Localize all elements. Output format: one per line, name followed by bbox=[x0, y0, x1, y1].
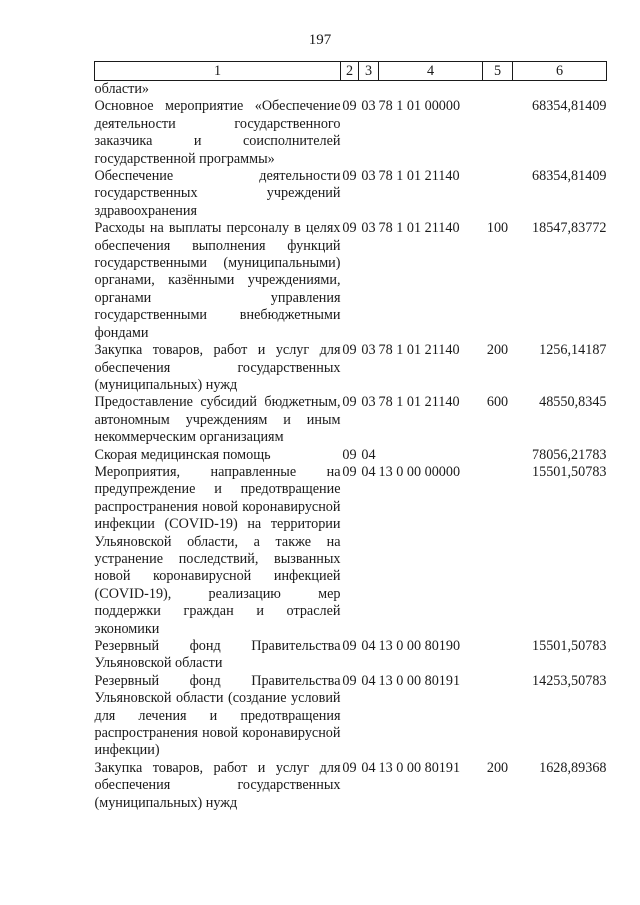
row-amount: 1628,89368 bbox=[539, 759, 607, 776]
header-col-5: 5 bbox=[483, 62, 513, 81]
row-expense-type bbox=[483, 98, 513, 168]
row-name: области» bbox=[94, 81, 150, 97]
table-row bbox=[95, 638, 607, 673]
row-target-code bbox=[379, 81, 483, 99]
row-expense-type bbox=[483, 673, 513, 760]
row-target-code: 78 1 01 21140 bbox=[378, 342, 460, 359]
row-name: Резервный фонд Правительства Ульяновской области bbox=[94, 638, 341, 672]
table-row bbox=[95, 673, 607, 760]
page-number: 197 bbox=[308, 32, 332, 48]
table-row bbox=[95, 342, 607, 394]
row-section: 09 bbox=[342, 672, 357, 689]
row-subsection: 03 bbox=[361, 98, 376, 115]
row-amount: 1256,14187 bbox=[539, 342, 607, 359]
row-section: 09 bbox=[342, 463, 357, 480]
table-row bbox=[95, 220, 607, 342]
table-row bbox=[95, 394, 607, 446]
row-target-code: 13 0 00 80191 bbox=[378, 672, 461, 689]
row-name: Скорая медицинская помощь bbox=[94, 446, 271, 463]
row-amount: 68354,81409 bbox=[532, 98, 607, 115]
row-subsection: 03 bbox=[361, 342, 376, 359]
row-section bbox=[341, 81, 359, 99]
row-target-code: 13 0 00 00000 bbox=[378, 463, 461, 480]
row-name: Обеспечение деятельности государственных учреждений здравоохранения bbox=[94, 168, 341, 219]
row-name: Закупка товаров, работ и услуг для обеспечения государственных (муниципальных) нужд bbox=[94, 342, 341, 393]
row-name: Мероприятия, направленные на предупреждение и предотвращение распространения новой коронавирусной инфекции (COVID-19) на территории Ульяновской области, а также на устранение последствий, вызванных новой коронавирусной инфекцией (COVID-19), реализацию мер поддержки граждан и отраслей экономики bbox=[94, 463, 341, 637]
row-name: Основное мероприятие «Обеспечение деятельности государственного заказчика и соисполнителей государственной программы» bbox=[94, 98, 341, 167]
row-subsection: 04 bbox=[361, 463, 376, 480]
row-section: 09 bbox=[342, 638, 357, 654]
table-row bbox=[95, 81, 607, 99]
row-section: 09 bbox=[342, 446, 357, 463]
row-subsection: 04 bbox=[361, 638, 376, 654]
row-expense-type bbox=[483, 464, 513, 638]
row-expense-type: 200 bbox=[486, 342, 509, 359]
row-section: 09 bbox=[342, 342, 357, 359]
row-target-code bbox=[379, 447, 483, 464]
row-target-code: 78 1 01 21140 bbox=[378, 394, 460, 411]
row-subsection: 03 bbox=[361, 168, 376, 185]
row-target-code: 13 0 00 80190 bbox=[378, 638, 461, 654]
row-section: 09 bbox=[342, 220, 357, 237]
row-subsection: 04 bbox=[361, 446, 376, 463]
row-amount bbox=[513, 81, 607, 99]
row-expense-type bbox=[483, 447, 513, 464]
row-name: Предоставление субсидий бюджетным, автономным учреждениям и иным некоммерческим организациям bbox=[94, 394, 341, 446]
row-target-code: 13 0 00 80191 bbox=[378, 759, 461, 776]
row-name: Закупка товаров, работ и услуг для обеспечения государственных (муниципальных) нужд bbox=[94, 759, 341, 811]
table-row bbox=[95, 464, 607, 638]
row-section: 09 bbox=[342, 168, 357, 185]
row-subsection: 04 bbox=[361, 759, 376, 776]
row-target-code: 78 1 01 00000 bbox=[378, 98, 461, 115]
row-expense-type bbox=[483, 81, 513, 99]
table-row bbox=[95, 447, 607, 464]
header-col-4: 4 bbox=[379, 62, 483, 81]
row-expense-type bbox=[483, 168, 513, 220]
row-expense-type bbox=[483, 638, 513, 673]
row-section: 09 bbox=[342, 98, 357, 115]
row-subsection: 03 bbox=[361, 394, 376, 411]
row-section: 09 bbox=[342, 394, 357, 411]
row-expense-type: 100 bbox=[486, 220, 509, 237]
row-name: Расходы на выплаты персоналу в целях обеспечения выполнения функций государственными (муниципальными) органами, казёнными учреждениями, органами управления государственными внебюджетными фондами bbox=[94, 220, 341, 341]
row-subsection: 03 bbox=[361, 220, 376, 237]
header-col-2: 2 bbox=[341, 62, 359, 81]
row-amount: 78056,21783 bbox=[532, 446, 607, 463]
table-row bbox=[95, 98, 607, 168]
row-amount: 15501,50783 bbox=[532, 463, 607, 480]
row-target-code: 78 1 01 21140 bbox=[378, 168, 460, 185]
row-amount: 14253,50783 bbox=[532, 672, 607, 689]
row-subsection bbox=[359, 81, 379, 99]
row-amount: 18547,83772 bbox=[532, 220, 607, 237]
table-row bbox=[95, 168, 607, 220]
row-expense-type: 200 bbox=[486, 759, 509, 776]
row-subsection: 04 bbox=[361, 672, 376, 689]
header-col-3: 3 bbox=[359, 62, 379, 81]
budget-table bbox=[94, 61, 607, 812]
header-col-1: 1 bbox=[95, 62, 341, 81]
table-header-row bbox=[95, 62, 607, 81]
row-section: 09 bbox=[342, 759, 357, 776]
row-expense-type: 600 bbox=[486, 394, 509, 411]
row-amount: 48550,8345 bbox=[539, 394, 607, 411]
row-target-code: 78 1 01 21140 bbox=[378, 220, 460, 237]
row-amount: 68354,81409 bbox=[532, 168, 607, 185]
row-amount: 15501,50783 bbox=[532, 638, 607, 654]
header-col-6: 6 bbox=[513, 62, 607, 81]
row-name: Резервный фонд Правительства Ульяновской области (создание условий для лечения и предотвращения распространения новой коронавирусной инфекции) bbox=[94, 672, 341, 759]
table-row bbox=[95, 760, 607, 812]
